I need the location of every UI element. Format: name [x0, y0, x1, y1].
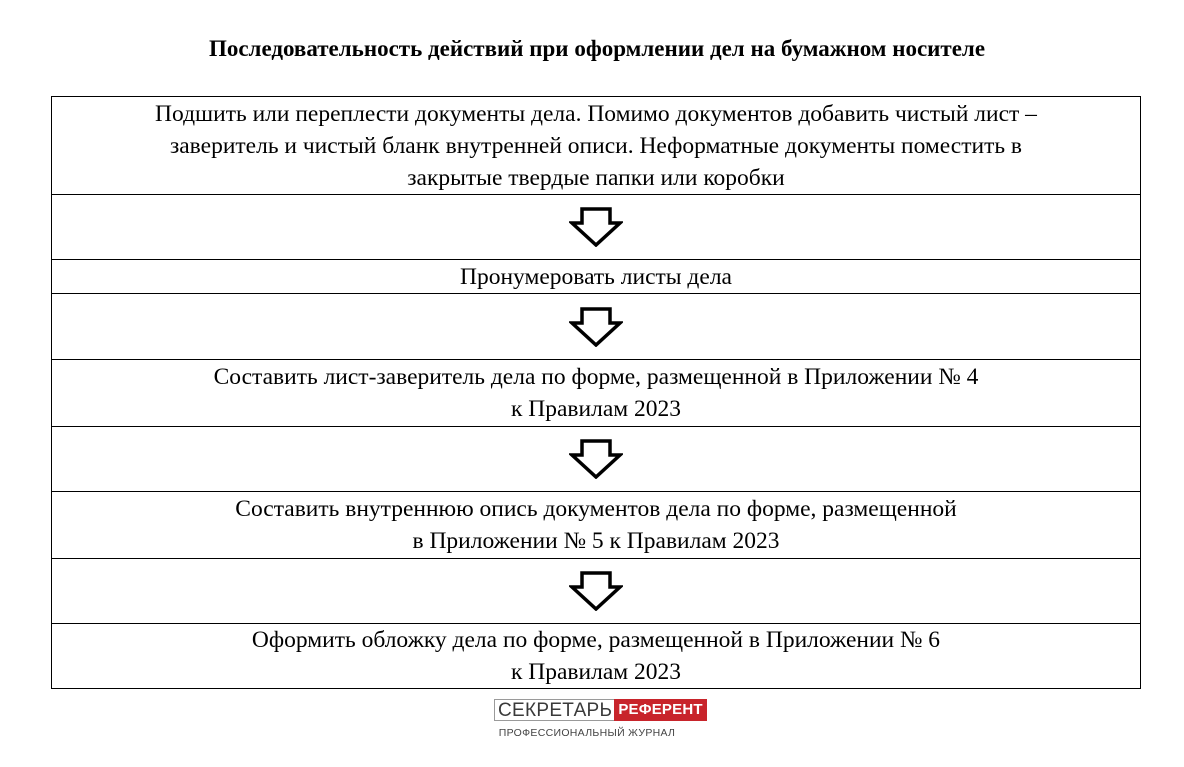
down-arrow-icon [569, 207, 623, 247]
step-row [52, 97, 1141, 195]
step-4-line-1: Составить внутреннюю опись документов дела по форме, размещенной [235, 496, 957, 522]
step-5-line-2: к Правилам 2023 [510, 659, 682, 685]
step-row [52, 624, 1141, 689]
arrow-row [52, 294, 1141, 360]
diagram-title: Последовательность действий при оформлении дел на бумажном носителе [208, 36, 986, 61]
step-cell-4 [52, 492, 1141, 559]
down-arrow-icon [569, 571, 623, 611]
arrow-row [52, 427, 1141, 492]
step-3-line-2: к Правилам 2023 [510, 396, 682, 422]
step-row [52, 492, 1141, 559]
step-1-line-1: Подшить или переплести документы дела. Помимо документов добавить чистый лист – [155, 100, 1037, 127]
arrow-row [52, 195, 1141, 260]
step-1-line-3: закрытые твердые папки или коробки [407, 164, 785, 191]
step-cell-1 [52, 97, 1141, 195]
step-cell-2 [52, 260, 1141, 294]
step-5-line-1: Оформить обложку дела по форме, размещенной в Приложении № 6 [251, 627, 941, 653]
step-1-line-2: заверитель и чистый бланк внутренней описи. Неформатные документы поместить в [169, 132, 1023, 159]
step-4-line-2: в Приложении № 5 к Правилам 2023 [412, 528, 780, 554]
logo-word-referent: РЕФЕРЕНТ [614, 699, 706, 721]
arrow-row [52, 559, 1141, 624]
journal-logo [494, 699, 703, 749]
arrow-cell-4 [52, 559, 1141, 624]
step-3-line-1: Составить лист-заверитель дела по форме, размещенной в Приложении № 4 [213, 364, 979, 390]
logo-wordmark [494, 699, 703, 721]
flow-table [51, 96, 1141, 689]
step-cell-5 [52, 624, 1141, 689]
step-row [52, 260, 1141, 294]
step-cell-3 [52, 360, 1141, 427]
arrow-cell-2 [52, 294, 1141, 360]
step-row [52, 360, 1141, 427]
step-2-line-1: Пронумеровать листы дела [460, 263, 732, 290]
down-arrow-icon [569, 439, 623, 479]
down-arrow-icon [569, 307, 623, 347]
logo-word-secretary: СЕКРЕТАРЬ [494, 699, 614, 721]
logo-subtitle: ПРОФЕССИОНАЛЬНЫЙ ЖУРНАЛ [498, 727, 676, 739]
arrow-cell-1 [52, 195, 1141, 260]
arrow-cell-3 [52, 427, 1141, 492]
